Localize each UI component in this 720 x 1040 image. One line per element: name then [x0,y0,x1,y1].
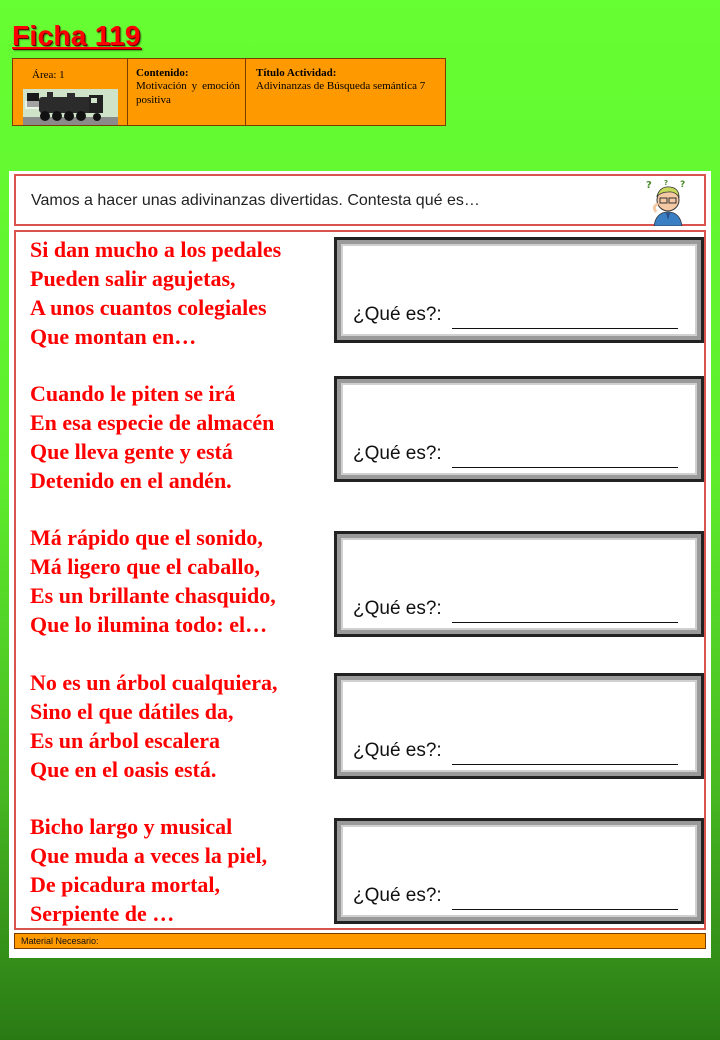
page-title: Ficha 119 [12,20,141,51]
answer-label: ¿Qué es?: [353,598,442,619]
riddle-line: Es un brillante chasquido, [30,583,276,608]
riddle-line: Detenido en el andén. [30,468,232,493]
riddle-line: Má rápido que el sonido, [30,525,263,550]
riddle-line: En esa especie de almacén [30,410,275,435]
answer-box-4[interactable] [334,673,704,779]
answer-line[interactable] [452,328,678,329]
riddle-line: A unos cuantos colegiales [30,295,267,320]
svg-text:?: ? [646,180,652,191]
answer-line[interactable] [452,909,678,910]
area-cell [13,59,128,125]
answer-box-2[interactable] [334,376,704,482]
answer-label: ¿Qué es?: [353,443,442,464]
titulo-label: Título Actividad: [256,67,337,79]
riddle-line: Que lo ilumina todo: el… [30,612,268,637]
titulo-value: Adivinanzas de Búsqueda semántica 7 [256,80,426,92]
riddle-line: Cuando le piten se irá [30,381,236,406]
riddle-line: Que muda a veces la piel, [30,843,268,868]
riddle-line: Que montan en… [30,324,197,349]
answer-label: ¿Qué es?: [353,740,442,761]
material-bar: Material Necesario: [14,933,706,949]
thinking-teacher-icon [642,178,692,226]
riddle-line: Serpiente de … [30,901,175,926]
answer-box-5[interactable] [334,818,704,924]
answer-line[interactable] [452,622,678,623]
riddle-line: Es un árbol escalera [30,728,221,753]
answer-line[interactable] [452,467,678,468]
riddle-line: Si dan mucho a los pedales [30,237,282,262]
riddle-2 [30,379,330,495]
activity-header [12,58,446,126]
riddle-line: Sino el que dátiles da, [30,699,234,724]
contenido-cell [128,59,246,125]
answer-box-3[interactable] [334,531,704,637]
contenido-label: Contenido: [136,67,189,79]
instruction-text: Vamos a hacer unas adivinanzas divertidas. Contesta qué es… [31,192,480,209]
riddle-line: Que en el oasis está. [30,757,217,782]
answer-line[interactable] [452,764,678,765]
answer-box-1[interactable] [334,237,704,343]
instruction-box [14,174,706,226]
riddle-line: Bicho largo y musical [30,814,233,839]
worksheet [9,171,711,958]
riddle-line: Pueden salir agujetas, [30,266,236,291]
riddle-line: Que lleva gente y está [30,439,233,464]
area-label: Área: 1 [32,69,65,81]
answer-label: ¿Qué es?: [353,885,442,906]
train-icon [23,89,118,125]
riddle-line: De picadura mortal, [30,872,221,897]
svg-text:?: ? [664,179,669,187]
titulo-cell [246,59,445,125]
riddles-box [14,230,706,930]
riddle-5 [30,812,330,928]
svg-text:?: ? [680,180,686,190]
riddle-line: No es un árbol cualquiera, [30,670,278,695]
riddle-1 [30,235,330,351]
riddle-line: Má ligero que el caballo, [30,554,260,579]
answer-label: ¿Qué es?: [353,304,442,325]
contenido-value: Motivación y emoción positiva [136,80,240,106]
riddle-3 [30,523,330,639]
riddle-4 [30,668,330,784]
